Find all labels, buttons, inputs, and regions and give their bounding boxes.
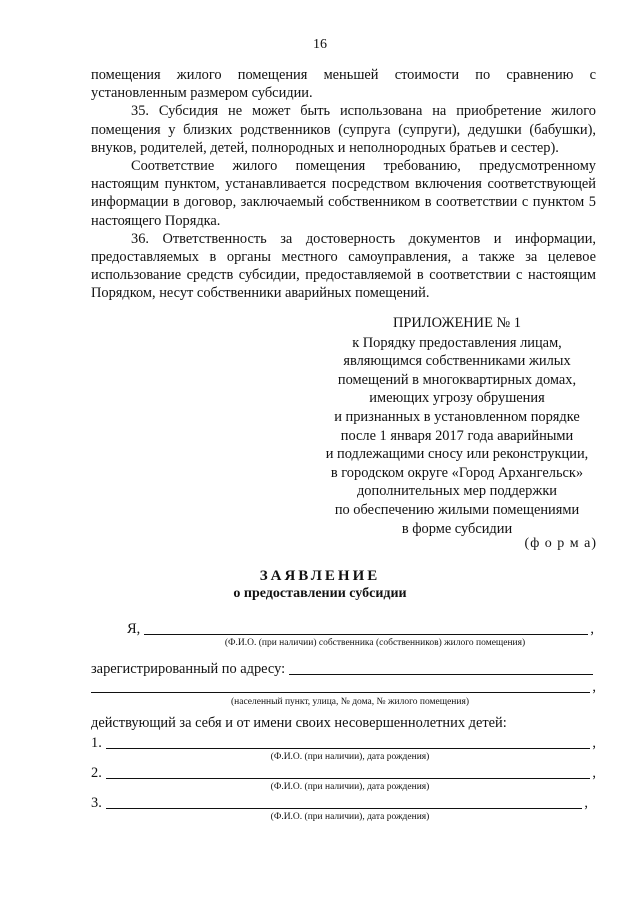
annex-title: ПРИЛОЖЕНИЕ № 1: [393, 315, 521, 331]
child-field[interactable]: [106, 764, 591, 779]
annex-line: в городском округе «Город Архангельск»: [330, 464, 584, 481]
comma: ,: [592, 735, 596, 751]
page-number: 16: [313, 37, 327, 52]
annex-header: [302, 314, 612, 538]
comma: ,: [592, 765, 596, 781]
annex-line: и признанных в установленном порядке: [334, 408, 580, 425]
comma: ,: [584, 795, 588, 811]
child-row: [91, 734, 596, 752]
comma: ,: [590, 621, 594, 637]
owner-name-label: Я,: [127, 621, 141, 637]
paragraph: Соответствие жилого помещения требованию, предусмотренному настоящим пунктом, устанавливается посредством включения соответствующей информации в договор, заключаемый собственником в соответствии с пунктом 5 настоящего Порядка.: [91, 158, 596, 229]
child-field[interactable]: [106, 734, 591, 749]
annex-line: в форме субсидии: [401, 520, 513, 537]
address-row: [91, 660, 593, 678]
address-field[interactable]: [289, 660, 593, 675]
annex-line: дополнительных мер поддержки: [356, 483, 558, 500]
acting-text: действующий за себя и от имени своих несовершеннолетних детей:: [91, 715, 507, 731]
child-number: 1.: [91, 735, 102, 751]
address-row-2: [91, 678, 596, 696]
address-label: зарегистрированный по адресу:: [91, 661, 286, 677]
paragraph: 36. Ответственность за достоверность документов и информации, предоставляемых в органы местного самоуправления, а также за целевое использование средств субсидии, предоставляемой в соответствии с настоящим Порядком, несут собственники аварийных помещений.: [91, 230, 596, 302]
child-hint: (Ф.И.О. (при наличии), дата рождения): [270, 752, 430, 762]
application-subtitle: о предоставлении субсидии: [233, 586, 407, 601]
child-field[interactable]: [106, 794, 583, 809]
child-number: 3.: [91, 795, 102, 811]
annex-line: и подлежащими сносу или реконструкции,: [325, 446, 589, 463]
child-hint: (Ф.И.О. (при наличии), дата рождения): [270, 812, 430, 822]
child-number: 2.: [91, 765, 102, 781]
comma: ,: [592, 679, 596, 695]
annex-line: имеющих угрозу обрушения: [369, 390, 545, 407]
child-hint: (Ф.И.О. (при наличии), дата рождения): [270, 782, 430, 792]
body-text: [91, 66, 596, 303]
child-row: [91, 764, 596, 782]
paragraph: помещения жилого помещения меньшей стоимости по сравнению с установленным размером субсидии.: [91, 67, 596, 102]
owner-name-row: [127, 620, 594, 638]
annex-line: помещений в многоквартирных домах,: [337, 371, 577, 388]
address-hint: (населенный пункт, улица, № дома, № жилого помещения): [230, 697, 469, 707]
paragraph: 35. Субсидия не может быть использована на приобретение жилого помещения у близких родственников (супруга (супруги), дедушки (бабушки), внуков, родителей, детей, полнородных и неполнородных братьев и сестер).: [91, 103, 596, 156]
owner-name-hint: (Ф.И.О. (при наличии) собственника (собственников) жилого помещения): [224, 638, 526, 648]
address-field-2[interactable]: [91, 678, 590, 693]
annex-line: являющимся собственниками жилых: [343, 353, 571, 370]
form-label: (ф о р м а): [524, 536, 597, 551]
owner-name-field[interactable]: [144, 620, 588, 635]
annex-line: по обеспечению жилыми помещениями: [334, 501, 580, 518]
annex-line: к Порядку предоставления лицам,: [352, 334, 562, 351]
annex-line: после 1 января 2017 года аварийными: [340, 427, 574, 444]
child-row: [91, 794, 588, 812]
application-title: ЗАЯВЛЕНИЕ: [259, 568, 381, 584]
